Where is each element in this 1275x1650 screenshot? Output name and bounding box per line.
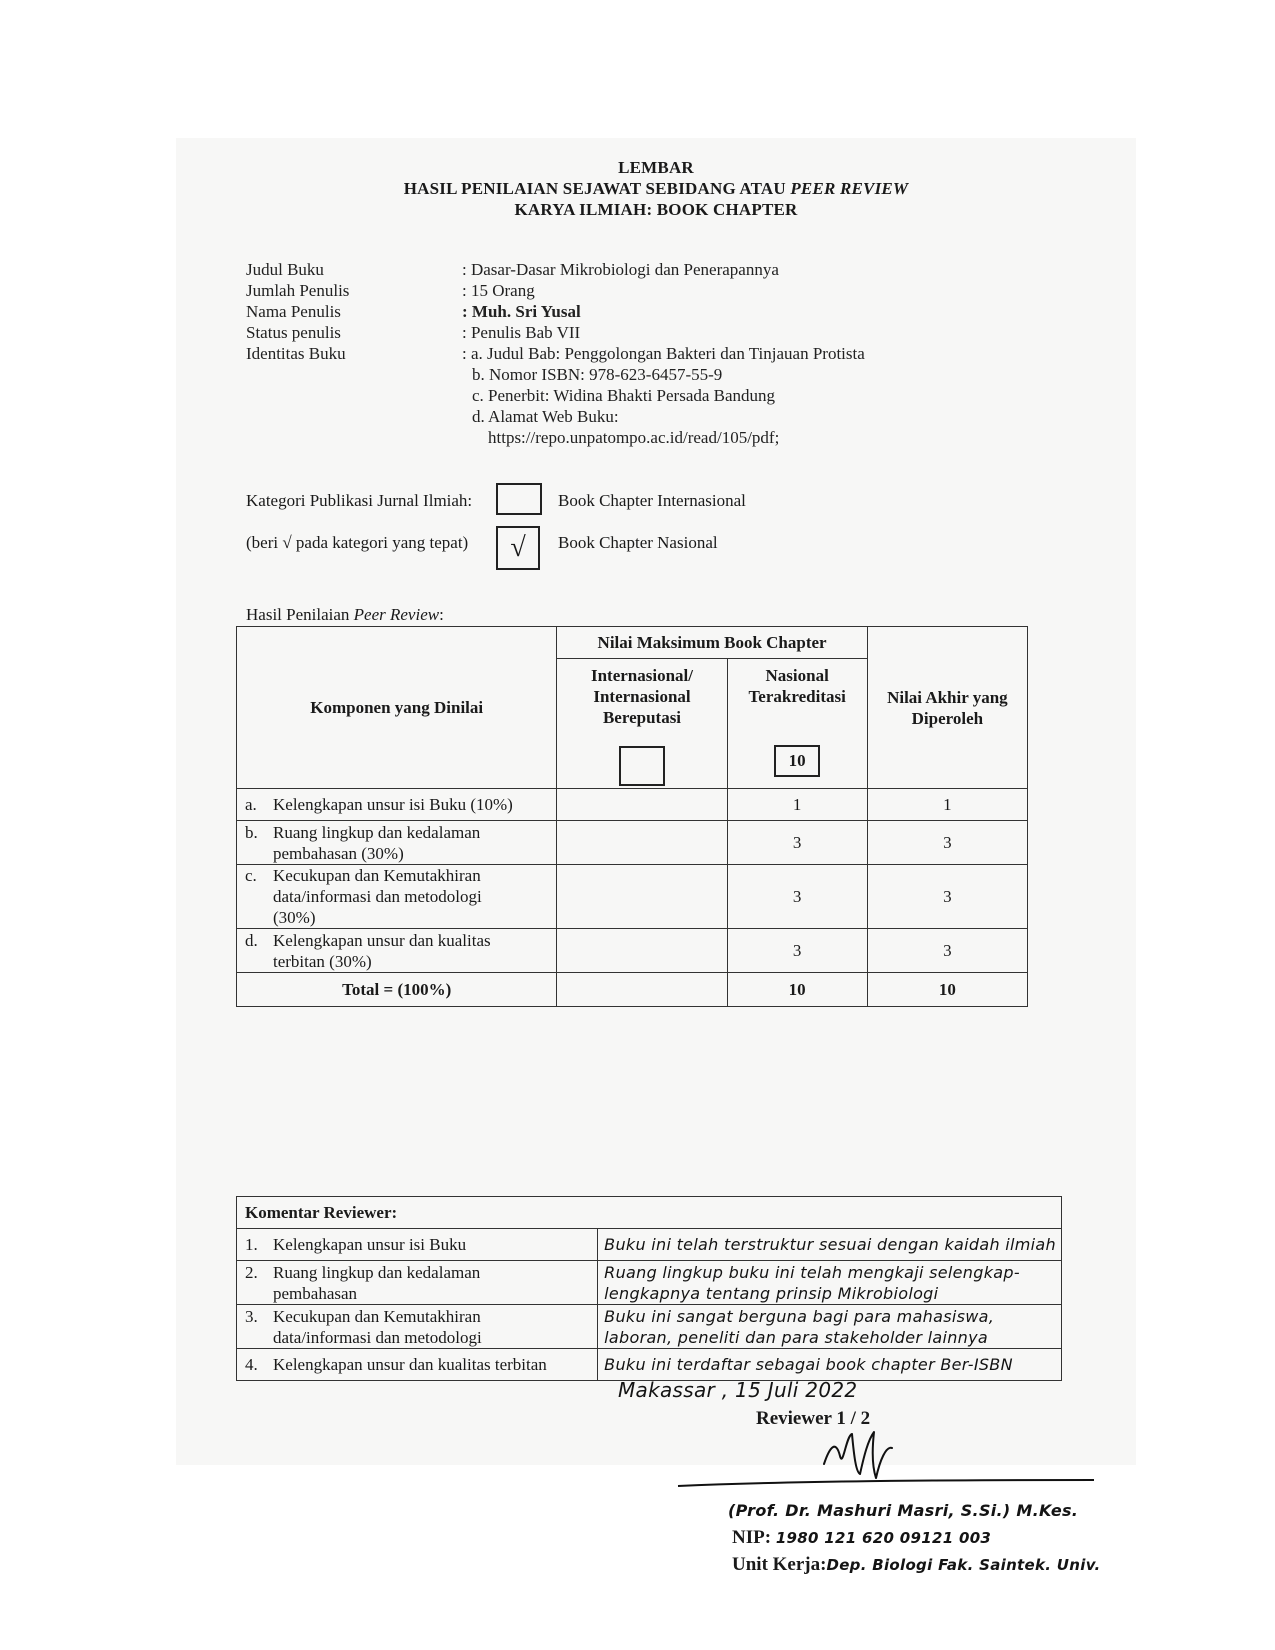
komentar-comment [598, 1261, 1062, 1305]
komentar-row [237, 1229, 598, 1261]
hasil-label-text: Hasil Penilaian [246, 605, 354, 624]
kategori-label: Kategori Publikasi Jurnal Ilmiah: [246, 491, 473, 510]
cell-akhir: 3 [867, 929, 1027, 973]
header-subtitle: KARYA ILMIAH: BOOK CHAPTER [514, 200, 798, 219]
unit-label: Unit Kerja: [732, 1554, 827, 1575]
row-letter: d. [245, 930, 258, 950]
signature-icon [816, 1426, 906, 1482]
row-letter: b. [245, 822, 258, 842]
header-nilai-maksimum: Nilai Maksimum Book Chapter [557, 627, 867, 659]
header-nasional-text: Nasional Terakreditasi [748, 666, 846, 706]
komentar-item: Ruang lingkup dan kedalaman pembahasan [273, 1262, 481, 1303]
total-intl [557, 973, 727, 1007]
header-title [176, 179, 1136, 199]
header-internasional [557, 659, 727, 789]
header-nilai-akhir: Nilai Akhir yang Diperoleh [867, 627, 1027, 789]
cell-nas: 3 [727, 865, 867, 929]
header-title-text: HASIL PENILAIAN SEJAWAT SEBIDANG ATAU [403, 179, 791, 198]
meta-value-identitas: : a. Judul Bab: Penggolongan Bakteri dan Tinjauan Protista [462, 344, 865, 363]
komentar-num: 3. [245, 1306, 258, 1326]
meta-label-status: Status penulis [246, 323, 341, 342]
nip-value: 1980 121 620 09121 003 [775, 1529, 992, 1547]
cell-akhir: 1 [867, 789, 1027, 821]
header-internasional-text: Internasional/ Internasional Bereputasi [590, 666, 693, 727]
reviewer-nip [732, 1527, 991, 1549]
table-row [237, 929, 557, 973]
meta-value-judul: : Dasar-Dasar Mikrobiologi dan Penerapannya [462, 260, 779, 279]
cell-nas: 3 [727, 821, 867, 865]
row-letter: a. [245, 794, 257, 814]
komentar-comment-line: lengkapnya tentang prinsip Mikrobiologi [604, 1283, 939, 1303]
place-date: Makassar , 15 Juli 2022 [618, 1378, 858, 1402]
cell-intl [557, 821, 727, 865]
meta-label-judul: Judul Buku [246, 260, 324, 279]
signature-line [676, 1478, 1096, 1488]
hasil-label-colon: : [439, 605, 444, 624]
komentar-comment [598, 1229, 1062, 1261]
row-text: Kecukupan dan Kemutakhiran data/informasi dan metodologi (30%) [273, 866, 482, 927]
komentar-header: Komentar Reviewer: [237, 1197, 1062, 1229]
table-row [237, 789, 557, 821]
komentar-comment-line: Buku ini terdaftar sebagai book chapter Ber-ISBN [604, 1355, 1013, 1374]
meta-value-nama: : Muh. Sri Yusal [462, 302, 581, 321]
kategori-hint: (beri √ pada kategori yang tepat) [246, 533, 469, 552]
unit-value: Dep. Biologi Fak. Saintek. Univ. [826, 1556, 1101, 1574]
meta-label-jumlah: Jumlah Penulis [246, 281, 350, 300]
cell-intl [557, 865, 727, 929]
meta-value-jumlah: : 15 Orang [462, 281, 535, 300]
identitas-penerbit: c. Penerbit: Widina Bhakti Persada Bandung [472, 386, 776, 405]
hasil-label-italic: Peer Review [353, 605, 440, 624]
meta-value-status: : Penulis Bab VII [462, 323, 581, 342]
cell-akhir: 3 [867, 865, 1027, 929]
komentar-comment [598, 1305, 1062, 1349]
komentar-comment [598, 1349, 1062, 1381]
komentar-num: 1. [245, 1234, 258, 1254]
reviewer-name: (Prof. Dr. Mashuri Masri, S.Si.) M.Kes. [728, 1501, 1079, 1520]
nip-label: NIP: [732, 1527, 772, 1548]
reviewer-unit [732, 1554, 1101, 1576]
box-nasional-score: 10 [774, 745, 820, 777]
total-label: Total = (100%) [237, 973, 557, 1007]
reviewer-label: Reviewer 1 / 2 [756, 1408, 871, 1429]
cell-nas: 3 [727, 929, 867, 973]
komentar-table [236, 1196, 1062, 1381]
header-nasional [727, 659, 867, 789]
cell-intl [557, 929, 727, 973]
cell-nas: 1 [727, 789, 867, 821]
komentar-item: Kecukupan dan Kemutakhiran data/informasi dan metodologi [273, 1306, 482, 1347]
box-internasional [619, 746, 665, 786]
score-table [236, 626, 1028, 1007]
checkbox-internasional[interactable] [496, 483, 542, 515]
row-text: Kelengkapan unsur isi Buku (10%) [273, 794, 513, 814]
row-text: Ruang lingkup dan kedalaman pembahasan (30%) [273, 822, 481, 863]
row-text: Kelengkapan unsur dan kualitas terbitan (30%) [273, 930, 491, 971]
option-nasional: Book Chapter Nasional [558, 533, 718, 552]
komentar-comment-line: laboran, peneliti dan para stakeholder lainnya [604, 1327, 988, 1347]
komentar-num: 4. [245, 1354, 258, 1374]
total-nas: 10 [727, 973, 867, 1007]
table-row [237, 821, 557, 865]
header-lembar: LEMBAR [618, 158, 694, 177]
meta-label-nama: Nama Penulis [246, 302, 341, 321]
meta-label-identitas: Identitas Buku [246, 344, 346, 363]
identitas-url: https://repo.unpatompo.ac.id/read/105/pdf; [488, 428, 780, 447]
cell-akhir: 3 [867, 821, 1027, 865]
header-title-italic: PEER REVIEW [790, 179, 909, 198]
komentar-row [237, 1349, 598, 1381]
komentar-comment-line: Buku ini sangat berguna bagi para mahasiswa, [604, 1306, 995, 1326]
identitas-web: d. Alamat Web Buku: [472, 407, 619, 426]
checkbox-nasional[interactable]: √ [496, 526, 540, 570]
komentar-comment-line: Ruang lingkup buku ini telah mengkaji selengkap- [604, 1262, 1020, 1282]
table-row [237, 865, 557, 929]
komentar-row [237, 1305, 598, 1349]
header-komponen: Komponen yang Dinilai [237, 627, 557, 789]
identitas-isbn: b. Nomor ISBN: 978-623-6457-55-9 [472, 365, 723, 384]
komentar-row [237, 1261, 598, 1305]
document-sheet [176, 138, 1136, 1575]
option-internasional: Book Chapter Internasional [558, 491, 746, 510]
total-akhir: 10 [867, 973, 1027, 1007]
komentar-item: Kelengkapan unsur isi Buku [273, 1234, 467, 1254]
cell-intl [557, 789, 727, 821]
komentar-item: Kelengkapan unsur dan kualitas terbitan [273, 1354, 547, 1374]
row-letter: c. [245, 866, 257, 885]
hasil-label [246, 605, 444, 625]
komentar-num: 2. [245, 1262, 258, 1282]
komentar-comment-line: Buku ini telah terstruktur sesuai dengan kaidah ilmiah [604, 1235, 1056, 1254]
